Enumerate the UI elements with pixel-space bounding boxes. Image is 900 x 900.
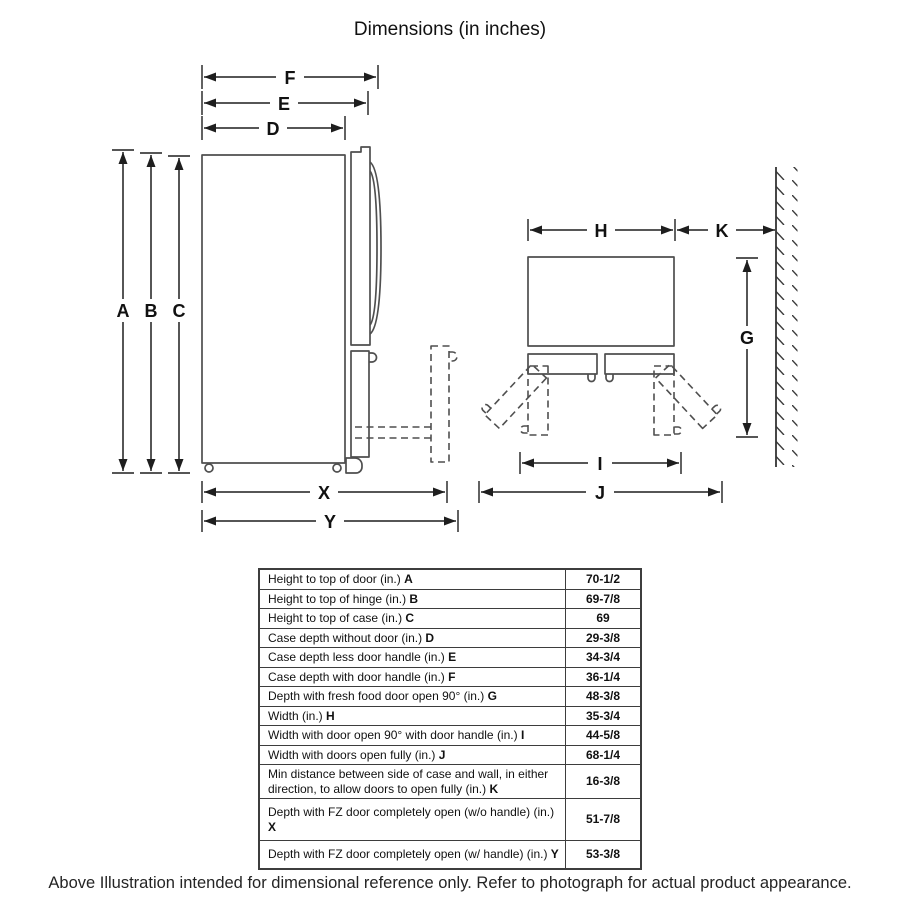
left-door-closed [528, 354, 597, 382]
dimension-label-cell: Height to top of hinge (in.) B [259, 589, 566, 609]
dimension-label-cell: Case depth less door handle (in.) E [259, 648, 566, 668]
freezer-drawer-open [431, 346, 449, 462]
dimension-letter: E [448, 650, 457, 664]
dim-label-F: F [284, 68, 296, 88]
dim-label-H: H [594, 221, 608, 241]
dimension-letter: B [409, 591, 419, 606]
dimension-label-cell: Min distance between side of case and wall, in either direction, to allow doors to open fully (in.) K [259, 765, 566, 799]
dim-label-C: C [172, 301, 186, 321]
dimension-letter: Y [550, 847, 559, 861]
left-door-open-fully [479, 359, 546, 428]
dimension-value-cell: 68-1/4 [566, 745, 642, 765]
dim-F [202, 65, 378, 89]
dim-Y [202, 510, 458, 532]
footer-note: Above Illustration intended for dimensional reference only. Refer to photograph for actual product appearance. [48, 874, 852, 892]
table-row [259, 667, 641, 687]
dimension-value-cell: 35-3/4 [566, 706, 642, 726]
dimension-value-cell: 48-3/8 [566, 687, 642, 707]
dimension-value-cell: 36-1/4 [566, 667, 642, 687]
table-row [259, 745, 641, 765]
dim-label-G: G [739, 328, 755, 348]
table-row [259, 765, 641, 799]
right-door-handle [606, 374, 613, 382]
table-row [259, 589, 641, 609]
refrigerator-side-view [202, 147, 457, 473]
dimension-label-cell: Depth with FZ door completely open (w/ handle) (in.) Y [259, 841, 566, 869]
dimension-letter: G [487, 689, 497, 703]
page-title: Dimensions (in inches) [353, 19, 547, 40]
dimension-value-cell: 34-3/4 [566, 648, 642, 668]
dim-G [735, 258, 759, 437]
table-row [259, 799, 641, 841]
dimension-letter: K [489, 781, 499, 796]
dimension-label-cell: Width with door open 90° with door handle (in.) I [259, 726, 566, 746]
dimension-value-cell: 69-7/8 [566, 589, 642, 609]
table-row [259, 841, 641, 869]
fresh-food-door [351, 147, 370, 345]
wall [776, 167, 798, 467]
dim-I [520, 452, 681, 474]
dimension-letter: X [268, 819, 277, 834]
dim-label-I: I [597, 454, 603, 474]
dimension-letter: C [405, 611, 415, 625]
dim-A [111, 150, 135, 473]
dimension-label-cell: Height to top of case (in.) C [259, 609, 566, 629]
dimension-letter: H [326, 708, 335, 723]
dimension-value-cell: 70-1/2 [566, 569, 642, 589]
left-door-handle [588, 374, 595, 382]
dimension-label-cell: Width (in.) H [259, 706, 566, 726]
dimension-label-cell: Width with doors open fully (in.) J [259, 745, 566, 765]
dimension-value-cell: 69 [566, 609, 642, 629]
fridge-case [202, 155, 345, 463]
dimension-letter: A [404, 572, 413, 586]
dimension-value-cell: 16-3/8 [566, 765, 642, 799]
dim-E [202, 91, 368, 115]
wall-hatching [777, 167, 798, 467]
rear-wheel [205, 464, 213, 472]
freezer-handle [369, 353, 377, 362]
dim-H [528, 219, 675, 241]
dimension-letter: I [520, 728, 525, 742]
dim-label-K: K [715, 221, 729, 241]
dim-X [202, 481, 447, 503]
dimension-label-cell: Depth with FZ door completely open (w/o handle) (in.) X [259, 799, 566, 841]
dim-label-Y: Y [323, 512, 337, 532]
dimension-label-cell: Case depth without door (in.) D [259, 628, 566, 648]
front-foot [346, 458, 362, 473]
dim-D [202, 116, 345, 140]
dimension-value-cell: 29-3/8 [566, 628, 642, 648]
front-wheel [333, 464, 341, 472]
dim-B [139, 153, 163, 473]
dim-label-A: A [116, 301, 130, 321]
dimension-letter: D [425, 630, 435, 645]
dimensions-table [258, 568, 642, 870]
dim-J [479, 481, 722, 503]
dimension-label-cell: Depth with fresh food door open 90° (in.) G [259, 687, 566, 707]
table-row [259, 726, 641, 746]
dim-label-E: E [277, 94, 291, 114]
dim-label-J: J [594, 483, 606, 503]
dimension-label-cell: Height to top of door (in.) A [259, 569, 566, 589]
freezer-handle-open [449, 352, 457, 361]
right-door-open-fully [656, 359, 723, 428]
door-handle-outer [370, 162, 381, 334]
dimension-label-cell: Case depth with door handle (in.) F [259, 667, 566, 687]
right-door-closed [605, 354, 674, 382]
dimension-letter: J [438, 747, 446, 762]
table-row [259, 609, 641, 629]
dimension-value-cell: 53-3/8 [566, 841, 642, 869]
dimension-value-cell: 51-7/8 [566, 799, 642, 841]
refrigerator-top-view [479, 167, 797, 467]
dim-label-X: X [317, 483, 331, 503]
table-row [259, 648, 641, 668]
table-row [259, 569, 641, 589]
dimension-value-cell: 44-5/8 [566, 726, 642, 746]
table-row [259, 706, 641, 726]
dim-label-B: B [144, 301, 158, 321]
door-handle-inner [370, 171, 377, 325]
case-top-view [528, 257, 674, 346]
table-row [259, 687, 641, 707]
freezer-drawer-front [351, 351, 369, 457]
dim-label-D: D [266, 119, 280, 139]
dim-K [677, 219, 775, 241]
table-row [259, 628, 641, 648]
dimension-letter: F [448, 669, 456, 684]
dim-C [167, 156, 191, 473]
